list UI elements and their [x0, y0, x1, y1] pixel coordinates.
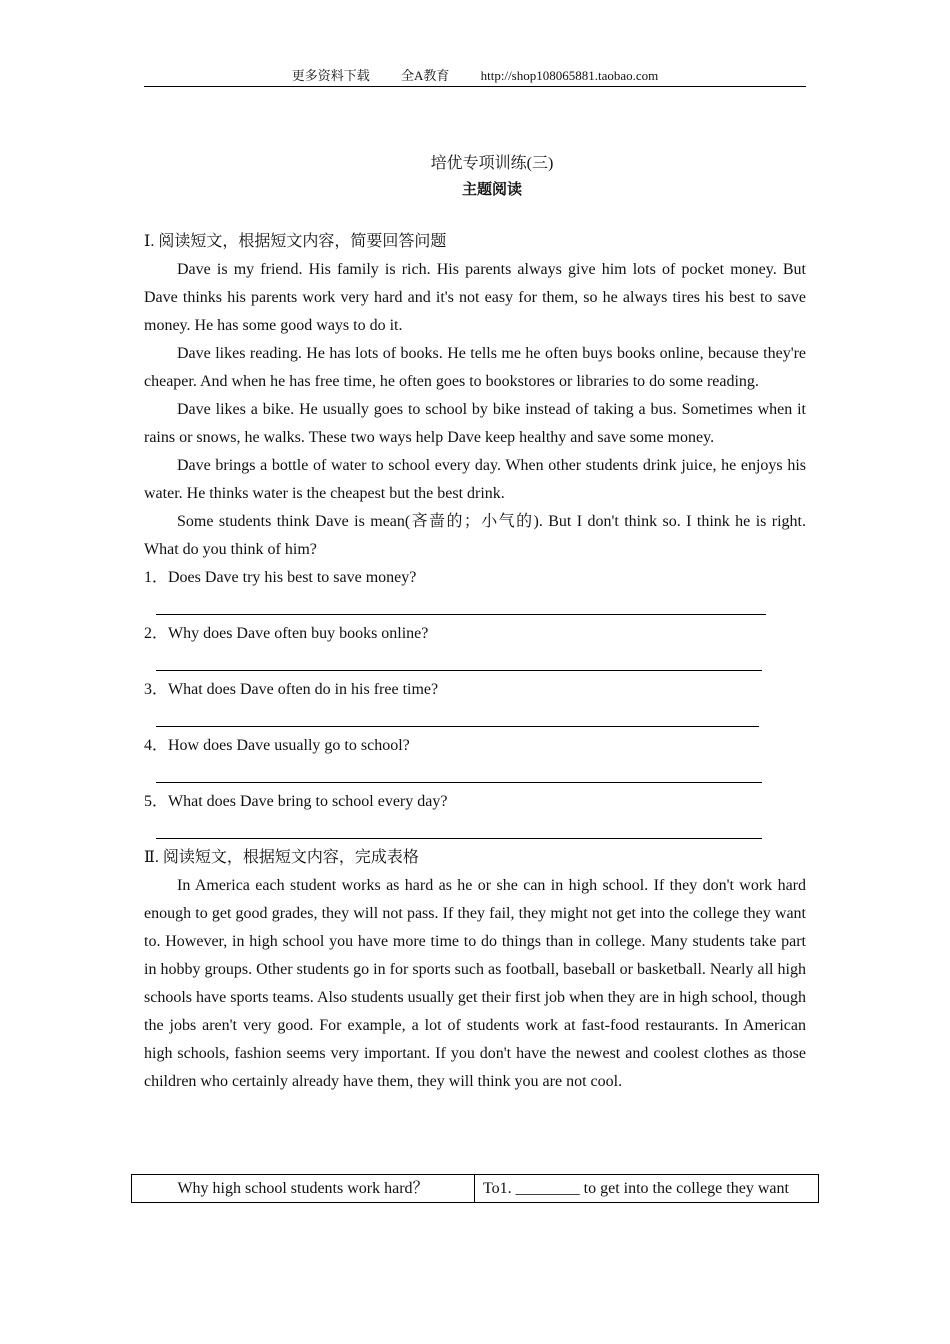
passage1-paragraph: Dave brings a bottle of water to school every day. When other students drink juice, he enjoys his water. He thinks water is the cheapest but the best drink.	[144, 457, 806, 502]
answer-table	[131, 1174, 819, 1203]
passage2-paragraph: In America each student works as hard as he or she can in high school. If they don't work hard enough to get good grades, they will not pass. If they fail, they might not get into the college they want to. However, in high school you have more time to do things than in college. Many students take part in hobby groups. Other students go in for sports such as football, baseball or basketball. Nearly all high schools have sports teams. Also students usually get their first job when they are in high school, though the jobs aren't very good. For example, a lot of students work at fast-food restaurants. In American high schools, fashion seems very important. If you don't have the newest and coolest clothes as those children who certainly already have them, they will think you are not cool.	[144, 877, 806, 1090]
header-url-link[interactable]: http://shop108065881.taobao.com	[480, 68, 659, 83]
answer-line-5[interactable]	[144, 816, 806, 844]
table-question-cell: Why high school students work hard？	[132, 1175, 475, 1203]
section1-heading: Ⅰ. 阅读短文，根据短文内容，简要回答问题	[144, 233, 447, 250]
section2-heading: Ⅱ. 阅读短文，根据短文内容，完成表格	[144, 849, 419, 866]
header-brand-text: 全A教育	[400, 68, 450, 83]
question-4: 4．How does Dave usually go to school?	[144, 737, 410, 754]
question-2: 2．Why does Dave often buy books online?	[144, 625, 429, 642]
document-body	[144, 228, 806, 1096]
passage1-paragraph: Dave likes reading. He has lots of books. He tells me he often buys books online, because they're cheaper. And when he has free time, he often goes to bookstores or libraries to do some reading.	[144, 345, 806, 390]
page-subtitle: 主题阅读	[461, 180, 522, 198]
passage1-paragraph: Dave likes a bike. He usually goes to school by bike instead of taking a bus. Sometimes when it rains or snows, he walks. These two ways help Dave keep healthy and save some money.	[144, 401, 806, 446]
passage1-paragraph: Dave is my friend. His family is rich. His parents always give him lots of pocket money. But Dave thinks his parents work very hard and it's not easy for them, so he always tires his best to save money. He has some good ways to do it.	[144, 261, 806, 334]
table-row	[132, 1175, 819, 1203]
answer-line-4[interactable]	[144, 760, 806, 788]
page-header	[144, 66, 806, 87]
question-5: 5．What does Dave bring to school every day?	[144, 793, 448, 810]
page-title: 培优专项训练(三)	[430, 155, 554, 172]
answer-line-1[interactable]	[144, 592, 806, 620]
question-3: 3．What does Dave often do in his free time?	[144, 681, 439, 698]
table-answer-cell[interactable]: To1. ________ to get into the college they want	[475, 1175, 819, 1203]
passage1-paragraph: Some students think Dave is mean(吝啬的；小气的). But I don't think so. I think he is right. What do you think of him?	[144, 513, 806, 558]
question-1: 1．Does Dave try his best to save money?	[144, 569, 417, 586]
answer-line-2[interactable]	[144, 648, 806, 676]
header-download-text: 更多资料下载	[291, 68, 370, 83]
answer-line-3[interactable]	[144, 704, 806, 732]
